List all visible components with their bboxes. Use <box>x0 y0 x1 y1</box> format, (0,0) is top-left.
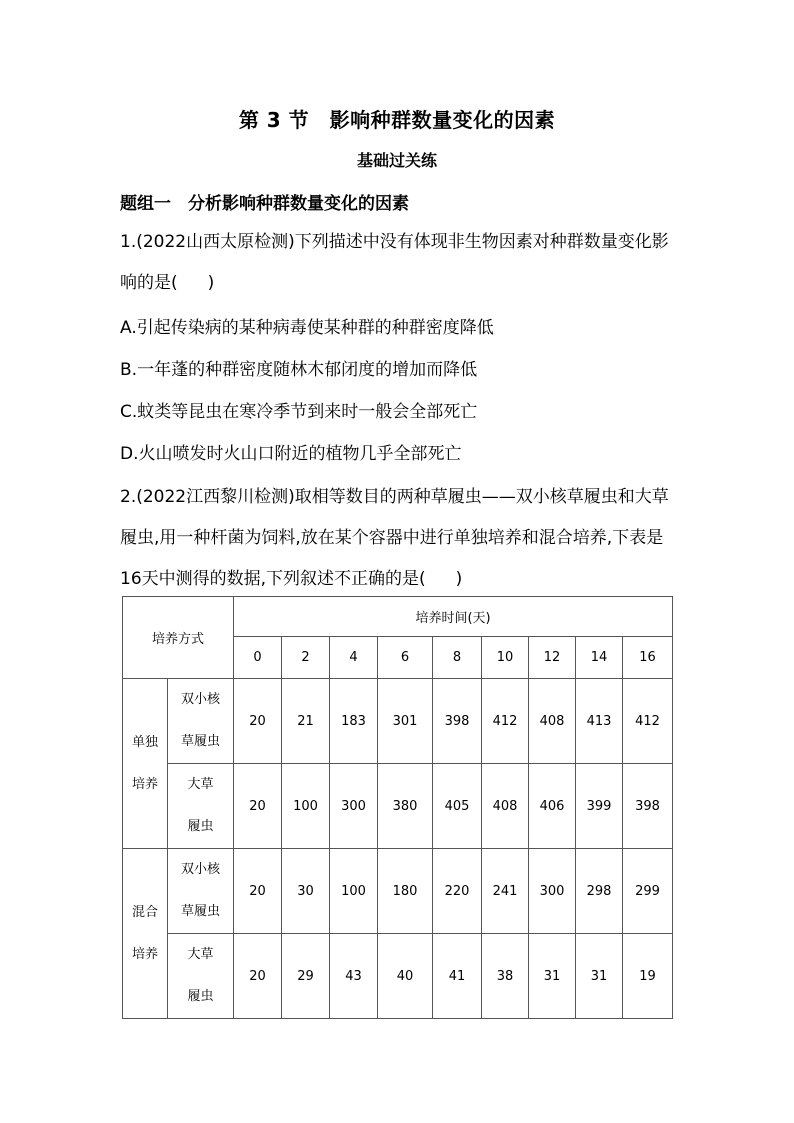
table-cell: 29 <box>282 934 330 1019</box>
section-subtitle: 基础过关练 <box>356 151 437 170</box>
question-1-stem <box>120 222 680 304</box>
table-cell: 298 <box>576 849 623 934</box>
question-1-text: 1.(2022山西太原检测)下列描述中没有体现非生物因素对种群数量变化影响的是( <box>120 232 669 293</box>
table-cell: 300 <box>529 849 576 934</box>
day-header: 8 <box>433 637 482 679</box>
option-b: B.一年蓬的种群密度随林木郁闭度的增加而降低 <box>120 360 478 380</box>
group-label: 单独 培养 <box>123 679 168 849</box>
day-header: 12 <box>529 637 576 679</box>
table-cell: 30 <box>282 849 330 934</box>
table-cell: 43 <box>330 934 378 1019</box>
group-heading: 题组一 分析影响种群数量变化的因素 <box>120 194 409 214</box>
table-cell: 31 <box>529 934 576 1019</box>
data-table <box>122 596 673 1019</box>
table-row <box>123 764 673 849</box>
time-header: 培养时间(天) <box>234 597 673 637</box>
species-label: 双小核 草履虫 <box>168 849 234 934</box>
table-cell: 100 <box>330 849 378 934</box>
question-2-stem <box>120 477 680 600</box>
table-cell: 398 <box>433 679 482 764</box>
question-1-close-paren: ) <box>207 273 215 293</box>
table-cell: 299 <box>623 849 673 934</box>
table-cell: 21 <box>282 679 330 764</box>
table-cell: 412 <box>623 679 673 764</box>
option-d: D.火山喷发时火山口附近的植物几乎全部死亡 <box>120 444 462 464</box>
table-cell: 20 <box>234 934 282 1019</box>
table-row <box>123 849 673 934</box>
table-cell: 380 <box>378 764 433 849</box>
table-cell: 405 <box>433 764 482 849</box>
day-header: 6 <box>378 637 433 679</box>
table-cell: 399 <box>576 764 623 849</box>
table-cell: 20 <box>234 764 282 849</box>
table-row <box>123 679 673 764</box>
day-header: 14 <box>576 637 623 679</box>
question-2-close-paren: ) <box>455 569 463 589</box>
table-corner-header: 培养方式 <box>123 597 234 679</box>
option-c: C.蚊类等昆虫在寒冷季节到来时一般会全部死亡 <box>120 402 478 422</box>
table-cell: 20 <box>234 849 282 934</box>
species-label: 双小核 草履虫 <box>168 679 234 764</box>
table-cell: 301 <box>378 679 433 764</box>
group-label: 混合 培养 <box>123 849 168 1019</box>
table-cell: 183 <box>330 679 378 764</box>
table-cell: 406 <box>529 764 576 849</box>
section-title: 第 3 节 影响种群数量变化的因素 <box>238 108 556 132</box>
option-a: A.引起传染病的某种病毒使某种群的种群密度降低 <box>120 318 494 338</box>
species-label: 大草 履虫 <box>168 934 234 1019</box>
day-header: 10 <box>482 637 529 679</box>
day-header: 16 <box>623 637 673 679</box>
table-cell: 41 <box>433 934 482 1019</box>
question-2-text: 2.(2022江西黎川检测)取相等数目的两种草履虫——双小核草履虫和大草履虫,用一种杆菌为饲料,放在某个容器中进行单独培养和混合培养,下表是16天中测得的数据,下列叙述不正确的是( <box>120 487 669 589</box>
table-cell: 19 <box>623 934 673 1019</box>
table-cell: 412 <box>482 679 529 764</box>
day-header: 2 <box>282 637 330 679</box>
table-cell: 300 <box>330 764 378 849</box>
species-label: 大草 履虫 <box>168 764 234 849</box>
day-header: 4 <box>330 637 378 679</box>
table-cell: 413 <box>576 679 623 764</box>
day-header: 0 <box>234 637 282 679</box>
table-row <box>123 934 673 1019</box>
table-cell: 241 <box>482 849 529 934</box>
table-cell: 20 <box>234 679 282 764</box>
table-cell: 408 <box>529 679 576 764</box>
table-cell: 408 <box>482 764 529 849</box>
table-cell: 38 <box>482 934 529 1019</box>
table-cell: 398 <box>623 764 673 849</box>
table-cell: 100 <box>282 764 330 849</box>
table-cell: 180 <box>378 849 433 934</box>
table-cell: 31 <box>576 934 623 1019</box>
table-cell: 220 <box>433 849 482 934</box>
table-cell: 40 <box>378 934 433 1019</box>
